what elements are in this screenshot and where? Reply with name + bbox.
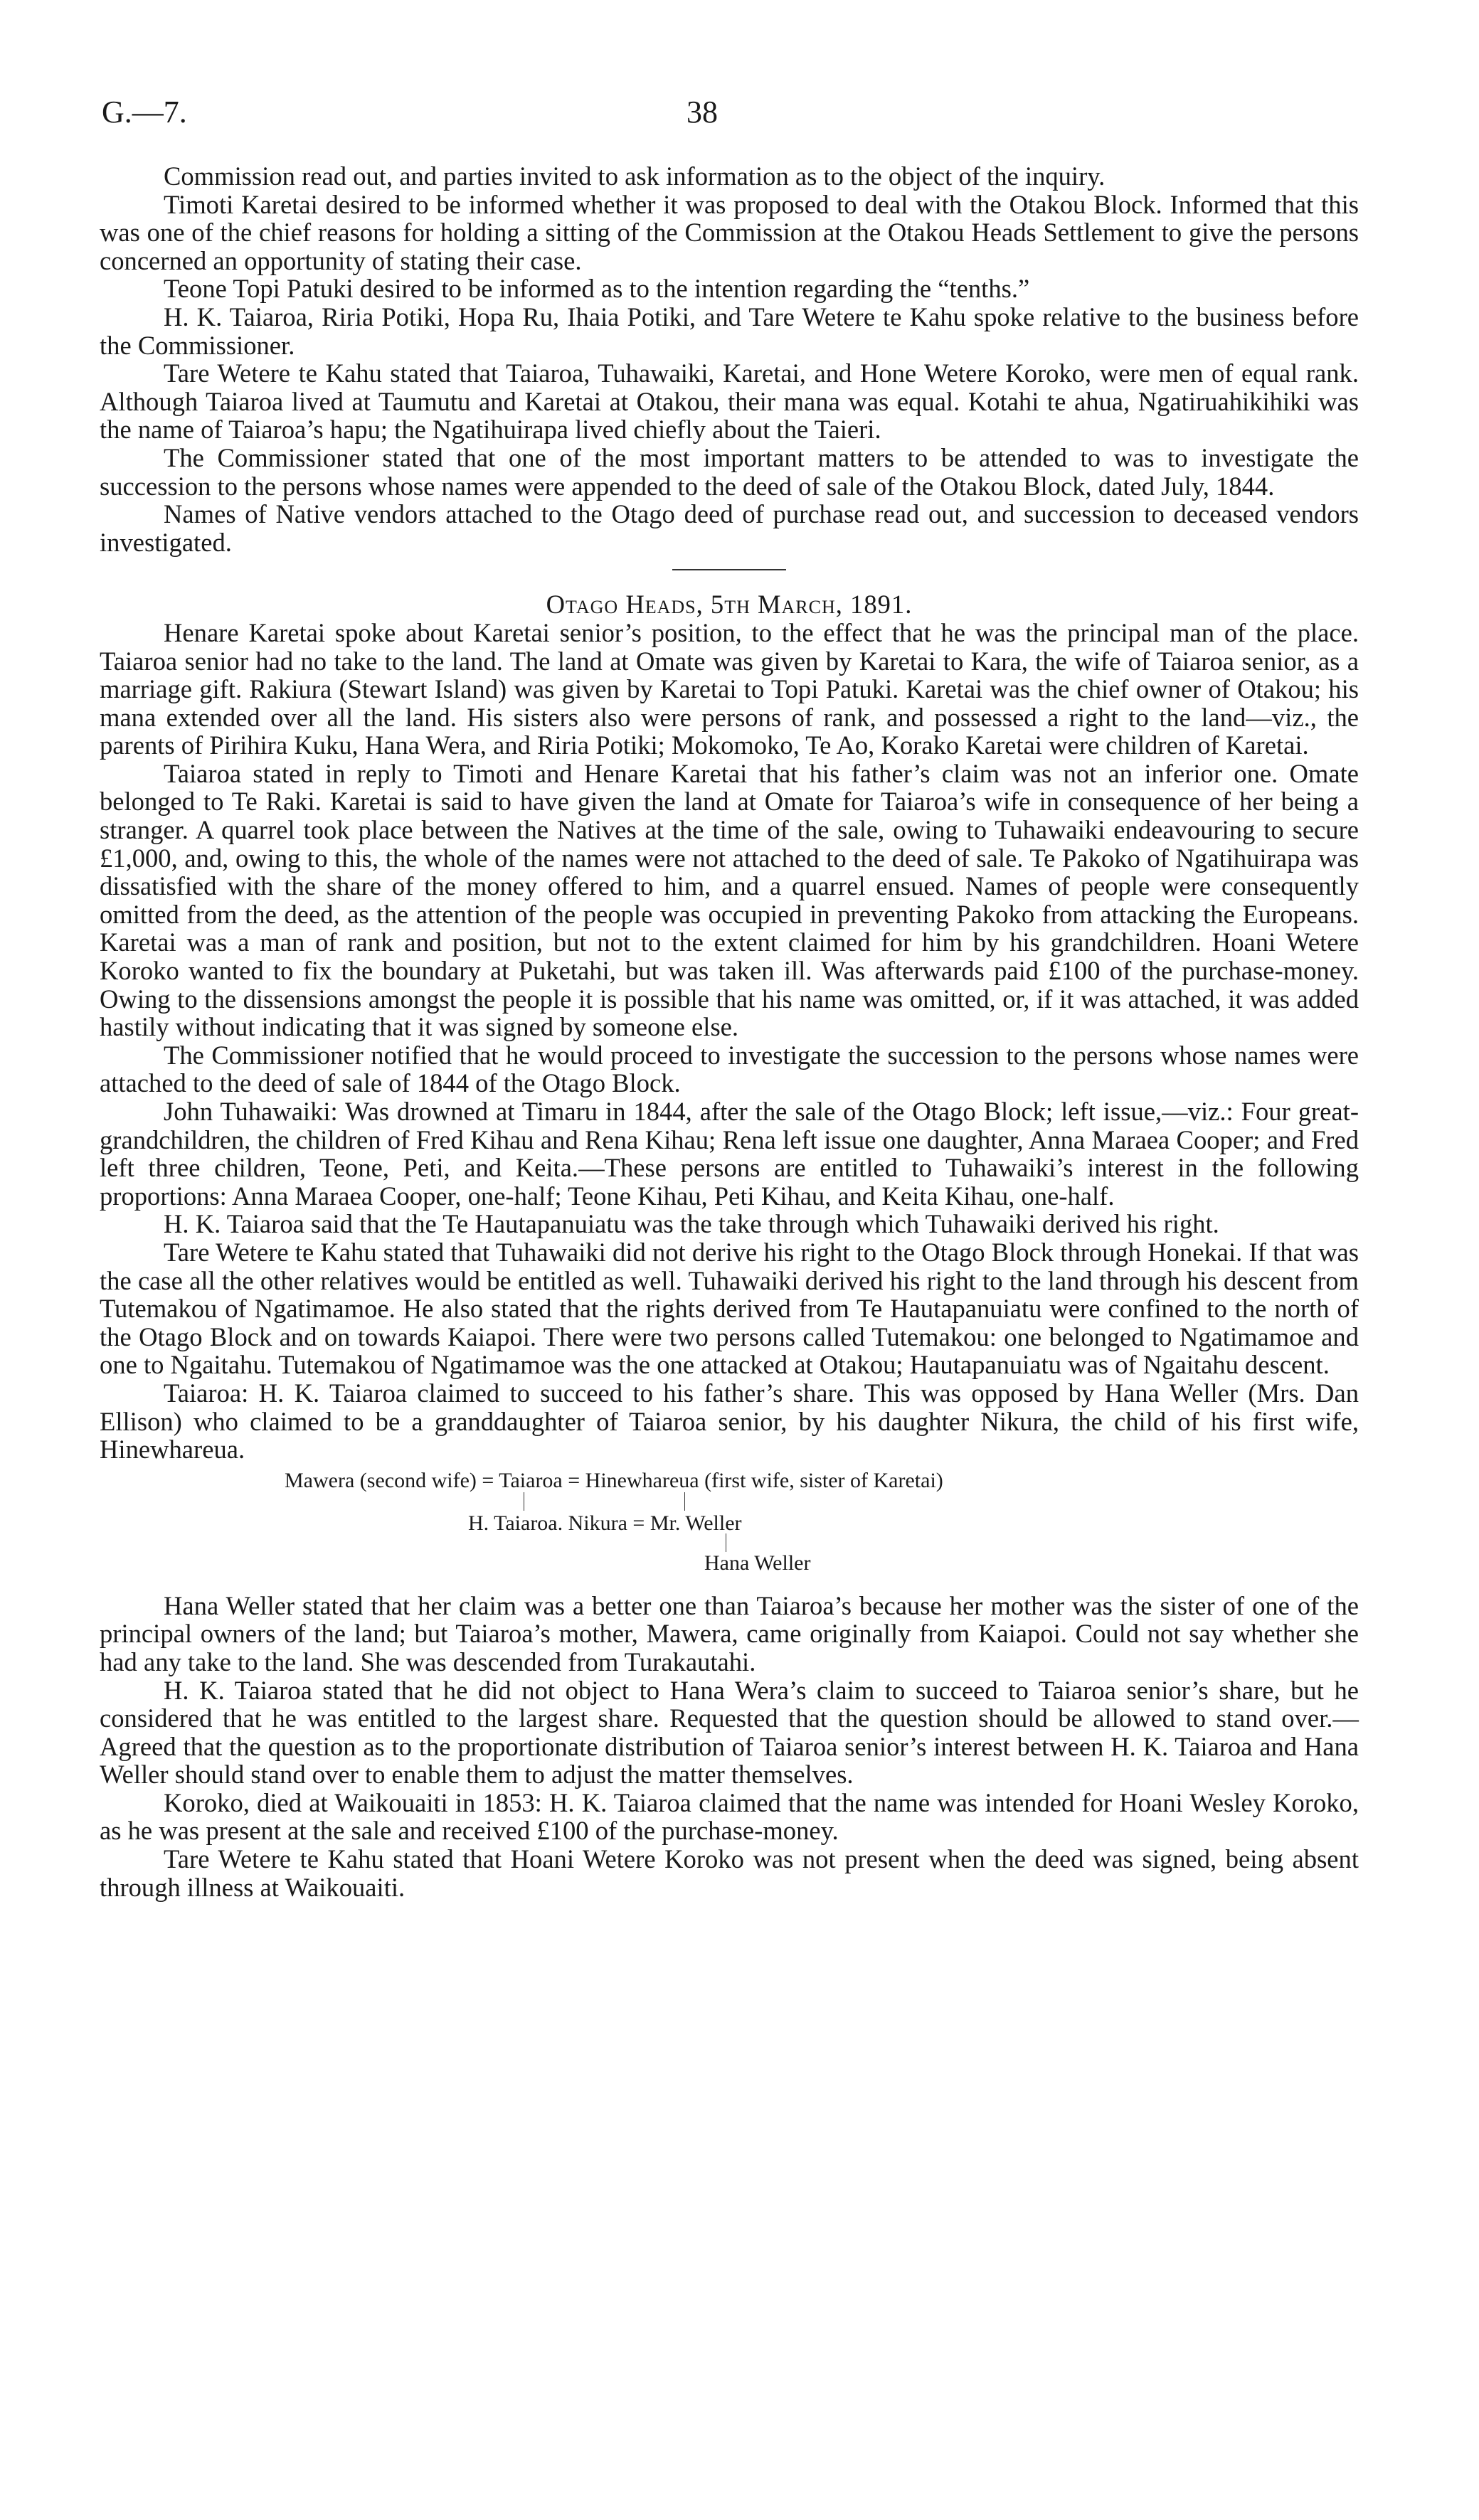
paragraph: Timoti Karetai desired to be informed whether it was proposed to deal with the Otakou Block. Informed that this was one of the chief reasons for holding a sitting of the Commission at the Otakou Heads Settlement to give the persons concerned an opportunity of stating their case. [100, 189, 1359, 275]
paragraph: Names of Native vendors attached to the Otago deed of purchase read out, and succession to deceased vendors investigated. [100, 499, 1359, 557]
paragraph: Koroko, died at Waikouaiti in 1853: H. K. Taiaroa claimed that the name was intended for Hoani Wesley Koroko, as he was present at the sale and received £100 of the purchase-money. [100, 1787, 1359, 1846]
section-divider [672, 569, 786, 570]
paragraph: Teone Topi Patuki desired to be informed as to the intention regarding the “tenths.” [164, 274, 1030, 304]
genealogy-diagram [100, 1468, 1359, 1582]
paragraph: The Commissioner notified that he would proceed to investigate the succession to the persons whose names were attached to the deed of sale of 1844 of the Otago Block. [100, 1040, 1359, 1098]
genealogy-row-grandchild: Hana Weller [704, 1551, 811, 1575]
paragraph: Commission read out, and parties invited to ask information as to the object of the inquiry. [164, 161, 1106, 191]
paragraph: Hana Weller stated that her claim was a better one than Taiaroa’s because her mother was the sister of one of the principal owners of the land; but Taiaroa’s mother, Mawera, came originally from Kaiapoi. Could not say whether she had any take to the land. She was descended from Turakautahi. [100, 1590, 1359, 1676]
section-heading: Otago Heads, 5th March, 1891. [546, 590, 913, 620]
paragraph: H. K. Taiaroa stated that he did not object to Hana Wera’s claim to succeed to Taiaroa senior’s share, but he considered that he was entitled to the largest share. Requested that the question should be allowed to stand over.—Agreed that the question as to the proportionate distribution of Taiaroa senior’s interest between H. K. Taiaroa and Hana Weller should stand over to enable them to adjust the matter themselves. [100, 1675, 1359, 1790]
paragraph: Taiaroa: H. K. Taiaroa claimed to succeed to his father’s share. This was opposed by Hana Weller (Mrs. Dan Ellison) who claimed to be a granddaughter of Taiaroa senior, by his daughter Nikura, the child of his first wife, Hinewhareua. [100, 1378, 1359, 1464]
paragraph: John Tuhawaiki: Was drowned at Timaru in 1844, after the sale of the Otago Block; left issue,—viz.: Four great-grandchildren, the children of Fred Kihau and Rena Kihau; Rena left issue one daughter, Anna Maraea Cooper; and Fred left three children, Teone, Peti, and Keita.—These persons are entitled to Tuhawaiki’s interest in the following proportions: Anna Maraea Cooper, one-half; Teone Kihau, Peti Kihau, and Keita Kihau, one-half. [100, 1097, 1359, 1211]
paragraph: Tare Wetere te Kahu stated that Tuhawaiki did not derive his right to the Otago Block through Honekai. If that was the case all the other relatives would be entitled as well. Tuhawaiki derived his right to the land through his descent from Tutemakou of Ngatimamoe. He also stated that the rights derived from Te Hautapanuiatu were confined to the north of the Otago Block and on towards Kaiapoi. There were two persons called Tutemakou: one belonged to Ngatimamoe and one to Ngaitahu. Tutemakou of Ngatimamoe was the one attacked at Otakou; Hautapanuiatu was of Ngaitahu descent. [100, 1237, 1359, 1380]
paragraph: Tare Wetere te Kahu stated that Taiaroa, Tuhawaiki, Karetai, and Hone Wetere Koroko, were men of equal rank. Although Taiaroa lived at Taumutu and Karetai at Otakou, their mana was equal. Kotahi te ahua, Ngatiruahikihiki was the name of Taiaroa’s hapu; the Ngatihuirapa lived chiefly about the Taieri. [100, 358, 1359, 445]
paragraph: Tare Wetere te Kahu stated that Hoani Wetere Koroko was not present when the deed was signed, being absent through illness at Waikouaiti. [100, 1844, 1359, 1902]
page-number: 38 [687, 95, 718, 129]
document-body [100, 162, 1359, 1901]
genealogy-row-children: H. Taiaroa. Nikura = Mr. Weller [468, 1511, 742, 1535]
paragraph: H. K. Taiaroa, Riria Potiki, Hopa Ru, Ihaia Potiki, and Tare Wetere te Kahu spoke relative to the business before the Commissioner. [100, 302, 1359, 360]
document-reference: G.—7. [102, 95, 187, 129]
paragraph: Taiaroa stated in reply to Timoti and Henare Karetai that his father’s claim was not an inferior one. Omate belonged to Te Raki. Karetai is said to have given the land at Omate for Taiaroa’s wife in consequence of her being a stranger. A quarrel took place between the Natives at the time of the sale, owing to Tuhawaiki endeavouring to secure £1,000, and, owing to this, the whole of the names were not attached to the deed of sale. Te Pakoko of Ngatihuirapa was dissatisfied with the share of the money offered to him, and a quarrel ensued. Names of people were consequently omitted from the deed, as the attention of the people was occupied in preventing Pakoko from attacking the Europeans. Karetai was a man of rank and position, but not to the extent claimed for him by his grandchildren. Hoani Wetere Koroko wanted to fix the boundary at Puketahi, but was taken ill. Was afterwards paid £100 of the purchase-money. Owing to the dissensions amongst the people it is possible that his name was omitted, or, if it was attached, it was added hastily without indicating that it was signed by someone else. [100, 758, 1359, 1042]
descent-line [684, 1492, 685, 1511]
paragraph: Henare Karetai spoke about Karetai senior’s position, to the effect that he was the principal man of the place. Taiaroa senior had no take to the land. The land at Omate was given by Karetai to Kara, the wife of Taiaroa senior, as a marriage gift. Rakiura (Stewart Island) was given by Karetai to Topi Patuki. Karetai was the chief owner of Otakou; his mana extended over all the land. His sisters also were persons of rank, and possessed a right to the land—viz., the parents of Pirihira Kuku, Hana Wera, and Riria Potiki; Mokomoko, Te Ao, Korako Karetai were children of Karetai. [100, 617, 1359, 760]
paragraph: H. K. Taiaroa said that the Te Hautapanuiatu was the take through which Tuhawaiki derived his right. [164, 1209, 1219, 1239]
paragraph: The Commissioner stated that one of the most important matters to be attended to was to investigate the succession to the persons whose names were appended to the deed of sale of the Otakou Block, dated July, 1844. [100, 442, 1359, 501]
genealogy-row-parents: Mawera (second wife) = Taiaroa = Hinewhareua (first wife, sister of Karetai) [285, 1468, 943, 1492]
